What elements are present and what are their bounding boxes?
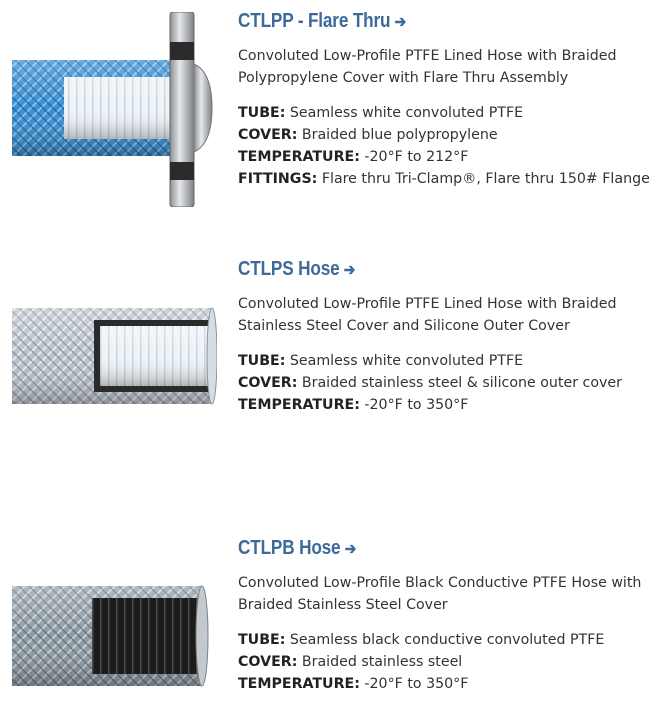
ctlpb-hose-image	[12, 584, 217, 689]
ctlpp-description: Convoluted Low-Profile PTFE Lined Hose with Braided Polypropylene Cover with Flare Thru Assembly	[238, 48, 617, 86]
ctlps-title-link[interactable]	[238, 258, 355, 281]
ctlpb-description: Convoluted Low-Profile Black Conductive PTFE Hose with Braided Stainless Steel Cover	[238, 575, 642, 613]
spec-cover: COVER: Braided stainless steel	[238, 654, 463, 670]
spec-cover: COVER: Braided stainless steel & silicone outer cover	[238, 375, 622, 391]
ctlpp-hose-image	[12, 12, 217, 207]
spec-tube: TUBE: Seamless white convoluted PTFE	[238, 105, 524, 121]
ctlpb-info	[238, 537, 663, 695]
ctlpb-title-link[interactable]	[238, 537, 356, 560]
ctlps-description: Convoluted Low-Profile PTFE Lined Hose with Braided Stainless Steel Cover and Silicone Outer Cover	[238, 296, 617, 334]
spec-temperature: TEMPERATURE: -20°F to 350°F	[238, 397, 469, 413]
ctlps-hose-image	[12, 306, 217, 406]
arrow-right-icon[interactable]: ➔	[343, 262, 356, 279]
spec-cover: COVER: Braided blue polypropylene	[238, 127, 498, 143]
ctlps-info	[238, 258, 663, 416]
ctlpb-title[interactable]: CTLPB Hose	[238, 537, 341, 559]
spec-temperature: TEMPERATURE: -20°F to 350°F	[238, 676, 469, 692]
spec-tube: TUBE: Seamless white convoluted PTFE	[238, 353, 524, 369]
arrow-right-icon[interactable]: ➔	[344, 541, 357, 558]
ctlpp-title-link[interactable]	[238, 10, 406, 33]
spec-fittings: FITTINGS: Flare thru Tri-Clamp®, Flare thru 150# Flange	[238, 171, 650, 187]
ctlpp-title[interactable]: CTLPP - Flare Thru	[238, 10, 391, 32]
ctlpp-info	[238, 10, 663, 190]
ctlps-title[interactable]: CTLPS Hose	[238, 258, 340, 280]
spec-temperature: TEMPERATURE: -20°F to 212°F	[238, 149, 469, 165]
spec-tube: TUBE: Seamless black conductive convoluted PTFE	[238, 632, 605, 648]
arrow-right-icon[interactable]: ➔	[394, 14, 407, 31]
